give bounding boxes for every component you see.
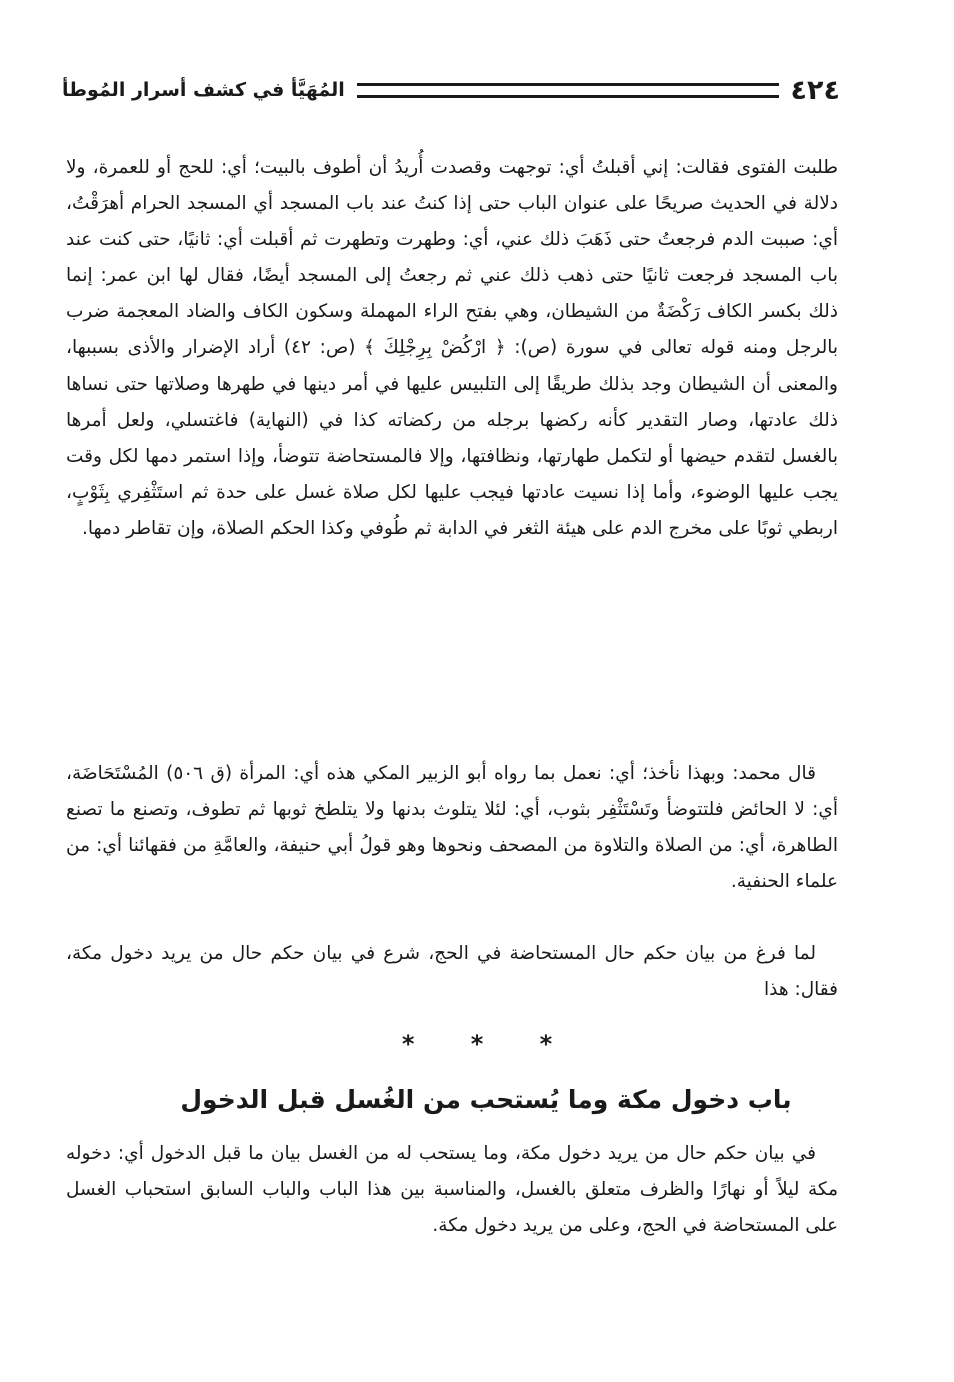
paragraph: في بيان حكم حال من يريد دخول مكة، وما يستحب له من الغسل بيان ما قبل الدخول أي: دخوله مكة ليلاً أو نهارًا والظرف متعلق بالغسل، والمناسبة بين هذا الباب والباب السابق استحباب الغسل على المستحاضة في الحج، وعلى من يريد دخول مكة. [66,1143,838,1237]
chapter-intro-block [66,1136,838,1244]
main-text-block [66,150,838,547]
book-title: المُهَيَّأ في كشف أسرار المُوطأ [62,79,345,101]
paragraph: طلبت الفتوى فقالت: إني أقبلتُ أي: توجهت وقصدت أُريدُ أن أطوف بالبيت؛ أي: للحج أو للعمرة، ولا دلالة في الحديث صريحًا على عنوان الباب حتى إذا كنتُ عند باب المسجد أي المسجد الحرام أهرَقْتُ، أي: صببت الدم فرجعتُ حتى ذَهَبَ ذلك عني، أي: وطهرت وتطهرت ثم أقبلت أي: ثانيًا، حتى كنت عند باب المسجد فرجعت ثانيًا حتى ذهب ذلك عني ثم رجعتُ إلى المسجد أيضًا، فقال لها ابن عمر: إنما ذلك بكسر الكاف رَكْضَةٌ من الشيطان، وهي بفتح الراء المهملة وسكون الكاف والضاد المعجمة ضرب بالرجل ومنه قوله تعالى في سورة (ص): ﴿ ارْكُضْ بِرِجْلِكَ ﴾ (ص: ٤٢) أراد الإضرار والأذى بسببها، والمعنى أن الشيطان وجد بذلك طريقًا إلى التلبيس عليها في أمر دينها في طهرها وصلاتها حتى نساها ذلك عادتها، وصار التقدير كأنه ركضها برجله من ركضاته كذا في (النهاية) فاغتسلي، ولعل أمرها بالغسل لتقدم حيضها أو لتكمل طهارتها، ونظافتها، وإلا فالمستحاضة تتوضأ، وإذا استمر دمها لكل وقت يجب عليها الوضوء، وأما إذا نسيت عادتها فيجب عليها لكل صلاة غسل على حدة ثم استَثْفِري بِثَوْبٍ، اربطي ثوبًا على مخرج الدم على هيئة الثغر في الدابة ثم طُوفي وكذا الحكم الصلاة، وإن تقاطر دمها. [66,157,839,539]
section-separator: * * * [401,1030,553,1058]
page-number: ٤٢٤ [790,74,840,106]
paragraph: قال محمد: وبهذا نأخذ؛ أي: نعمل بما رواه أبو الزبير المكي هذه أي: المرأة (ق ٥٠٦) المُسْتَحَاضَة، أي: لا الحائض فلتتوضأ وتَسْتَثْفِر بثوب، أي: لئلا يتلوث بدنها ولا يتلطخ ثوبها ثم تطوف، وتصنع ما تصنع الطاهرة، أي: من الصلاة والتلاوة من المصحف ونحوها وهو قولُ أبي حنيفة، والعامَّةِ من فقهائنا أي: من علماء الحنفية. [66,763,838,893]
running-header [62,70,840,110]
paragraph: لما فرغ من بيان حكم حال المستحاضة في الحج، شرع في بيان حكم حال من يريد دخول مكة، فقال: هذا [66,943,838,1001]
header-rule [357,83,779,98]
commentary-block [66,756,838,900]
chapter-title: باب دخول مكة وما يُستحب من الغُسل قبل الدخول [180,1085,792,1114]
transition-block [66,936,838,1008]
